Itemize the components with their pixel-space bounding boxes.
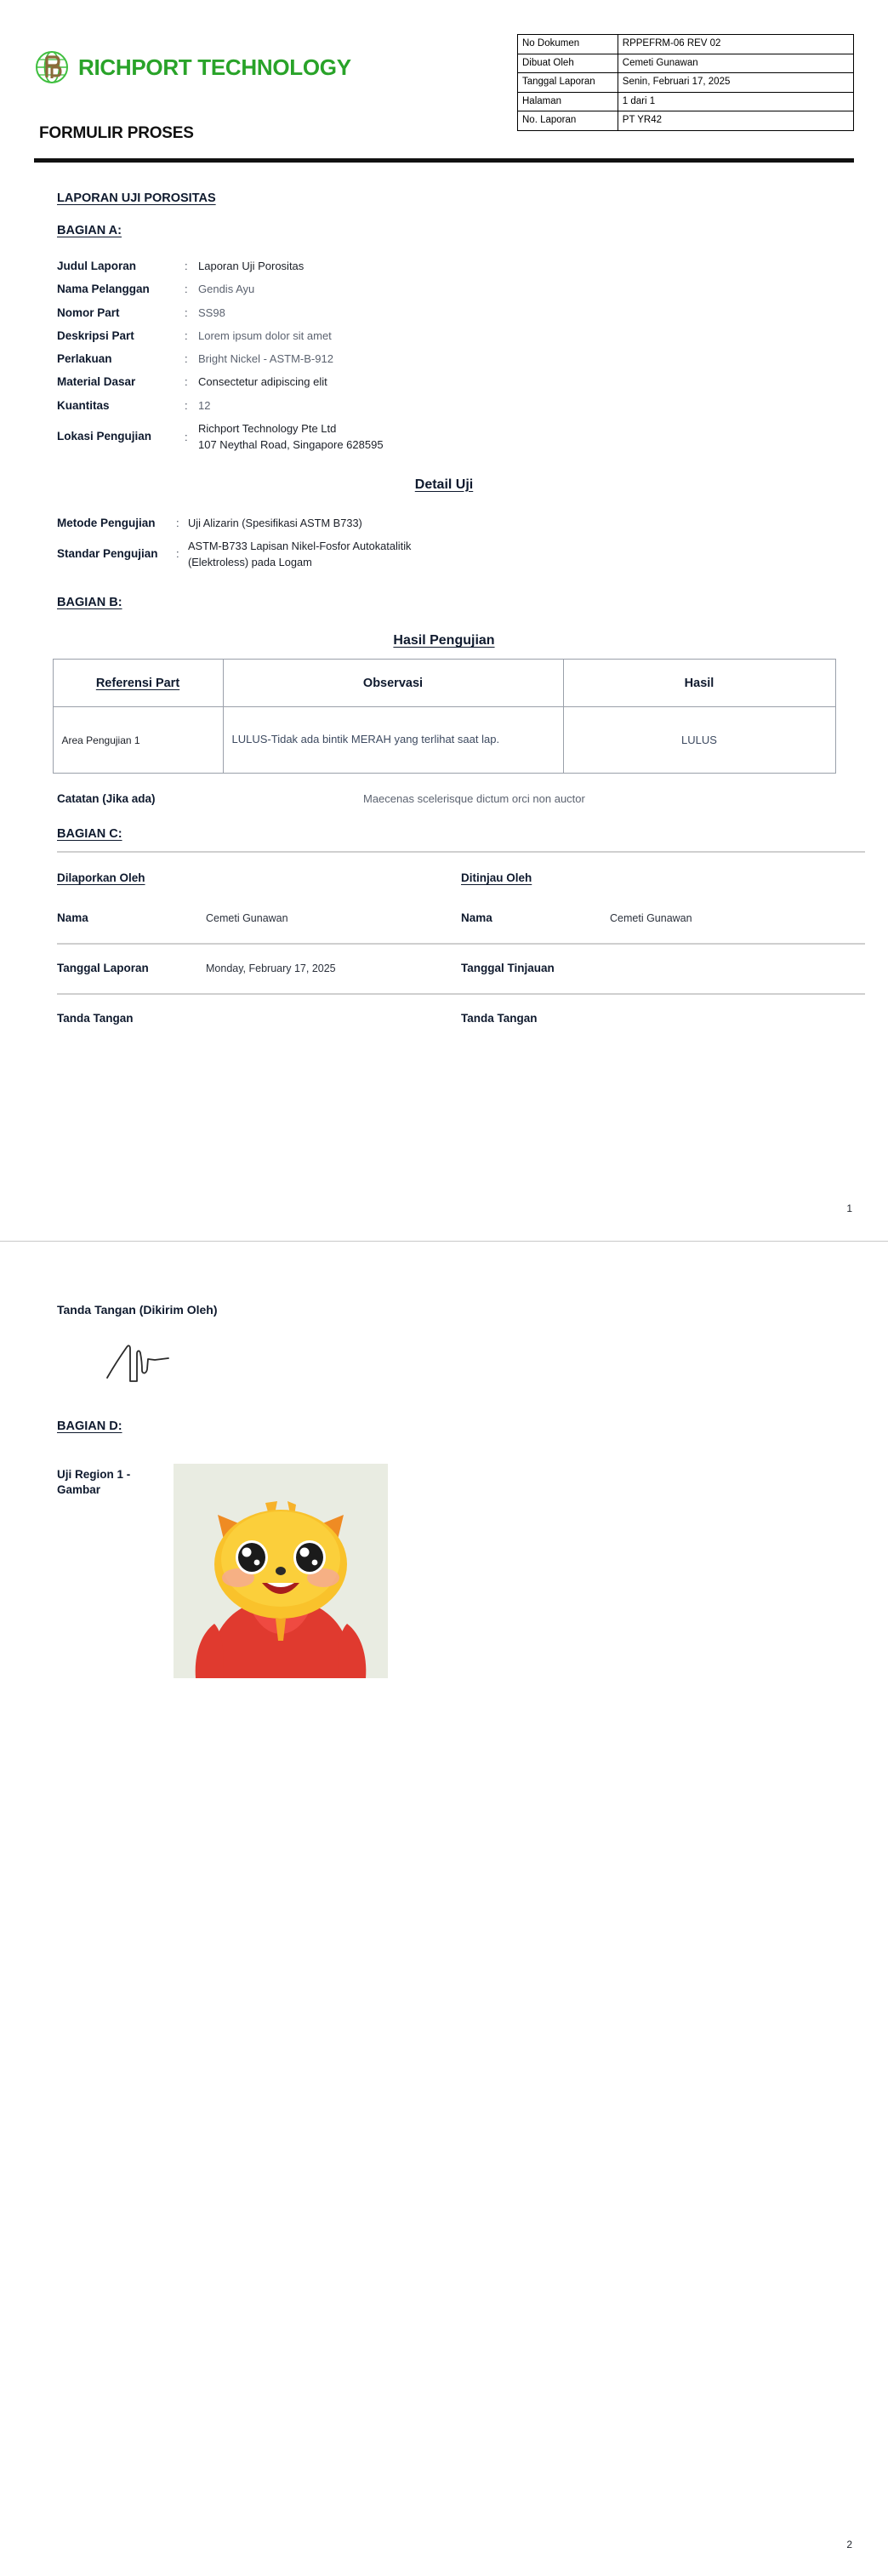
section-d-image-block: [57, 1464, 854, 1678]
form-title: FORMULIR PROSES: [39, 124, 194, 142]
field-nomor-part: [57, 305, 854, 322]
brand-name: RICHPORT TECHNOLOGY: [78, 54, 351, 80]
signoff-left-name: [57, 911, 461, 924]
field-perlakuan: [57, 351, 854, 368]
field-standar-pengujian: [57, 538, 854, 570]
name-value: Cemeti Gunawan: [610, 912, 692, 925]
meta-key: No. Laporan: [518, 111, 618, 131]
standar-line-2: (Elektroless) pada Logam: [188, 556, 312, 569]
cell-reference: Area Pengujian 1: [53, 707, 223, 774]
section-d-heading: BAGIAN D:: [57, 1419, 122, 1433]
meta-key: Tanggal Laporan: [518, 73, 618, 93]
field-colon: :: [185, 375, 188, 389]
column-header-referensi-part: Referensi Part: [53, 660, 223, 707]
section-c-block: [57, 851, 865, 1043]
cat-mascot-photo: [174, 1464, 388, 1678]
field-label: Standar Pengujian: [57, 547, 158, 561]
field-metode-pengujian: [57, 515, 854, 532]
field-value: 12: [198, 398, 211, 412]
results-table-heading: Hasil Pengujian: [393, 633, 495, 648]
field-colon: :: [185, 352, 188, 365]
page-2-body: [0, 1303, 888, 2550]
field-label: Nama Pelanggan: [57, 283, 150, 296]
document-meta-table: [517, 34, 854, 131]
header-divider: [34, 158, 854, 163]
field-kuantitas: [57, 397, 854, 414]
meta-row-no-laporan: [518, 111, 854, 131]
field-material-dasar: [57, 374, 854, 391]
column-header-hasil: Hasil: [563, 660, 835, 707]
meta-value: Senin, Februari 17, 2025: [618, 73, 853, 93]
meta-key: No Dokumen: [518, 35, 618, 54]
signoff-right-name: [461, 911, 865, 924]
field-judul-laporan: [57, 258, 854, 275]
meta-value: PT YR42: [618, 111, 853, 131]
cell-observation: LULUS-Tidak ada bintik MERAH yang terlihat saat lap.: [223, 707, 563, 774]
report-date-value: Monday, February 17, 2025: [206, 962, 336, 975]
meta-row-halaman: [518, 92, 854, 111]
page-number: 1: [846, 1202, 852, 1214]
page-1: [0, 0, 888, 1241]
field-colon: :: [185, 430, 188, 443]
field-value: Laporan Uji Porositas: [198, 260, 305, 272]
results-table-header-row: [53, 660, 835, 707]
signoff-right-date: [461, 962, 865, 974]
signoff-date-row: [57, 945, 865, 993]
field-label: Deskripsi Part: [57, 328, 134, 342]
brand-block: [34, 32, 351, 143]
field-value: Consectetur adipiscing elit: [198, 375, 327, 389]
field-value: SS98: [198, 306, 225, 319]
field-label: Perlakuan: [57, 352, 112, 365]
meta-value: 1 dari 1: [618, 92, 853, 111]
signature-label: Tanda Tangan: [461, 1012, 538, 1025]
name-label: Nama: [461, 911, 492, 925]
signature-label: Tanda Tangan: [57, 1012, 134, 1025]
field-value-multiline: [188, 538, 411, 570]
location-line-1: Richport Technology Pte Ltd: [198, 421, 337, 435]
signoff-left-signature: [57, 1012, 461, 1025]
section-b-heading: BAGIAN B:: [57, 596, 122, 610]
meta-key: Dibuat Oleh: [518, 54, 618, 73]
field-deskripsi-part: [57, 328, 854, 345]
meta-row-no-dokumen: [518, 35, 854, 54]
field-lokasi-pengujian: [57, 420, 854, 454]
field-value: Lorem ipsum dolor sit amet: [198, 328, 332, 342]
region-image-label: Uji Region 1 - Gambar: [57, 1468, 131, 1497]
field-colon: :: [185, 260, 188, 272]
location-line-2: 107 Neythal Road, Singapore 628595: [198, 438, 384, 452]
field-value: Uji Alizarin (Spesifikasi ASTM B733): [188, 516, 362, 529]
signoff-head-row: [57, 853, 865, 905]
page-1-body: [0, 191, 888, 1214]
notes-label: Catatan (Jika ada): [57, 792, 156, 806]
meta-value: Cemeti Gunawan: [618, 54, 853, 73]
meta-value: RPPEFRM-06 REV 02: [618, 35, 853, 54]
results-table: [53, 659, 836, 774]
field-label: Metode Pengujian: [57, 516, 156, 529]
signoff-left-date: [57, 962, 461, 974]
signoff-signature-row: [57, 995, 865, 1043]
page-break-divider: [0, 1241, 888, 1242]
signoff-left-head: [57, 871, 461, 884]
section-a-heading: BAGIAN A:: [57, 224, 122, 237]
field-label: Lokasi Pengujian: [57, 430, 152, 443]
submitted-signature-heading: Tanda Tangan (Dikirim Oleh): [57, 1303, 218, 1317]
field-label: Nomor Part: [57, 306, 120, 319]
standar-line-1: ASTM-B733 Lapisan Nikel-Fosfor Autokatalitik: [188, 540, 412, 552]
signoff-right-signature: [461, 1012, 865, 1025]
meta-row-tanggal-laporan: [518, 73, 854, 93]
meta-row-dibuat-oleh: [518, 54, 854, 73]
table-row: [53, 707, 835, 774]
column-header-observasi: Observasi: [223, 660, 563, 707]
globe-logo-icon: [34, 49, 70, 85]
brand-row: [34, 49, 351, 85]
document-header: [0, 0, 888, 143]
review-date-label: Tanggal Tinjauan: [461, 962, 555, 975]
field-value-multiline: [198, 420, 384, 454]
page-2: [0, 1303, 888, 2576]
field-colon: :: [185, 306, 188, 319]
notes-row: [57, 792, 854, 805]
name-label: Nama: [57, 911, 88, 925]
field-colon: :: [185, 283, 188, 296]
signoff-right-head: [461, 871, 865, 884]
field-colon: :: [185, 398, 188, 412]
field-colon: :: [176, 547, 179, 561]
handwritten-signature-icon: [102, 1328, 854, 1394]
name-value: Cemeti Gunawan: [206, 912, 288, 925]
field-colon: :: [185, 328, 188, 342]
field-label: Judul Laporan: [57, 260, 137, 272]
page-number: 2: [846, 2539, 852, 2550]
detail-uji-fields: [57, 515, 854, 571]
field-value: Bright Nickel - ASTM-B-912: [198, 352, 333, 365]
meta-key: Halaman: [518, 92, 618, 111]
field-label: Kuantitas: [57, 398, 110, 412]
signoff-name-row: [57, 905, 865, 943]
field-colon: :: [176, 516, 179, 529]
reviewed-by-heading: Ditinjau Oleh: [461, 871, 532, 885]
detail-uji-heading: Detail Uji: [414, 477, 474, 492]
reported-by-heading: Dilaporkan Oleh: [57, 871, 145, 885]
field-nama-pelanggan: [57, 281, 854, 298]
section-a-fields: [57, 258, 854, 454]
cell-result: LULUS: [563, 707, 835, 774]
report-title: LAPORAN UJI POROSITAS: [57, 191, 216, 205]
section-c-heading: BAGIAN C:: [57, 827, 122, 842]
field-value: Gendis Ayu: [198, 283, 255, 296]
report-date-label: Tanggal Laporan: [57, 962, 149, 975]
field-label: Material Dasar: [57, 375, 136, 389]
notes-value: Maecenas scelerisque dictum orci non auctor: [363, 792, 585, 806]
